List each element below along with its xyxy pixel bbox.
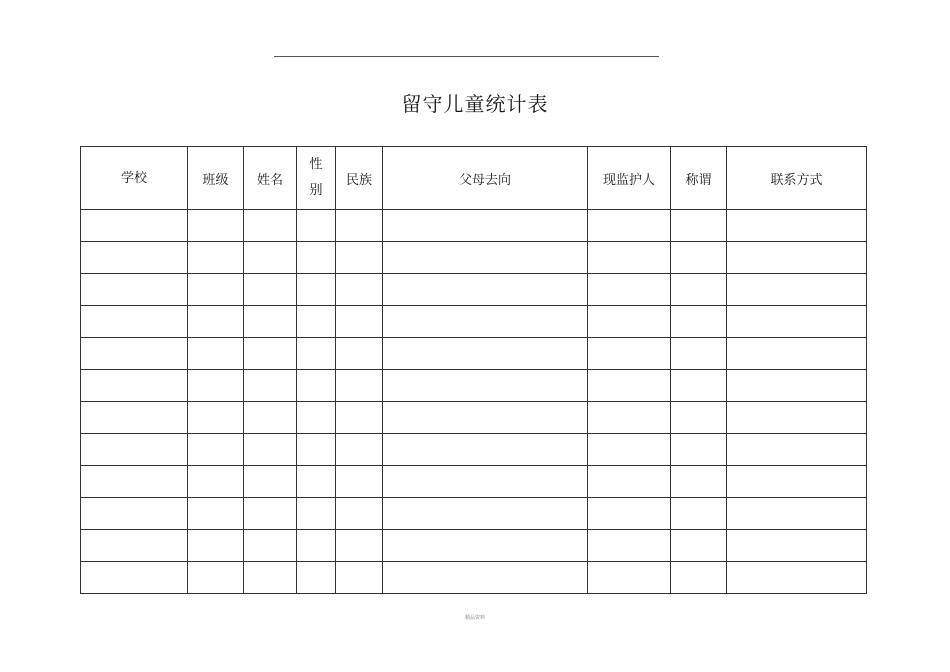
table-cell (671, 402, 727, 434)
table-cell (81, 274, 188, 306)
table-cell (671, 242, 727, 274)
table-cell (188, 274, 244, 306)
table-cell (81, 530, 188, 562)
table-cell (244, 306, 297, 338)
header-name: 姓名 (244, 147, 297, 210)
table-cell (244, 370, 297, 402)
table-cell (244, 402, 297, 434)
table-cell (727, 434, 867, 466)
table-body (81, 210, 867, 594)
table-row (81, 466, 867, 498)
table-cell (81, 562, 188, 594)
table-cell (588, 434, 671, 466)
table-cell (671, 274, 727, 306)
table-cell (297, 338, 336, 370)
table-cell (244, 242, 297, 274)
table-cell (383, 562, 588, 594)
table-cell (336, 466, 383, 498)
table-cell (244, 274, 297, 306)
table-cell (297, 434, 336, 466)
table-cell (81, 434, 188, 466)
table-cell (383, 434, 588, 466)
table-cell (188, 338, 244, 370)
table-cell (244, 338, 297, 370)
table-cell (727, 210, 867, 242)
page-title: 留守儿童统计表 (401, 92, 549, 116)
table-cell (383, 210, 588, 242)
table-cell (588, 402, 671, 434)
table-cell (297, 402, 336, 434)
table-cell (588, 530, 671, 562)
table-cell (81, 338, 188, 370)
table-cell (671, 466, 727, 498)
table-cell (81, 402, 188, 434)
table-cell (727, 402, 867, 434)
table-row (81, 210, 867, 242)
table-cell (588, 338, 671, 370)
table-cell (188, 306, 244, 338)
table-cell (588, 274, 671, 306)
header-parents-whereabouts: 父母去向 (383, 147, 588, 210)
page-footer: 精品资料 (464, 615, 485, 621)
table-cell (81, 498, 188, 530)
table-cell (383, 338, 588, 370)
table-cell (671, 306, 727, 338)
table-cell (671, 562, 727, 594)
table-cell (297, 466, 336, 498)
table-cell (383, 274, 588, 306)
table-cell (244, 498, 297, 530)
header-row (81, 147, 867, 210)
table-row (81, 562, 867, 594)
table-cell (188, 402, 244, 434)
table-cell (297, 562, 336, 594)
table-cell (188, 434, 244, 466)
table-cell (727, 338, 867, 370)
table-cell (671, 210, 727, 242)
top-rule (274, 56, 659, 57)
header-relation: 称谓 (671, 147, 727, 210)
table-cell (336, 370, 383, 402)
table-cell (81, 466, 188, 498)
header-sex-line1: 性 (309, 157, 323, 172)
table-cell (244, 562, 297, 594)
header-current-guardian: 现监护人 (588, 147, 671, 210)
table-cell (671, 370, 727, 402)
table-cell (81, 210, 188, 242)
table-cell (588, 370, 671, 402)
table-cell (336, 210, 383, 242)
table-cell (188, 498, 244, 530)
table-cell (297, 306, 336, 338)
table-cell (297, 530, 336, 562)
table-cell (727, 466, 867, 498)
table-cell (383, 402, 588, 434)
header-sex-line2: 别 (309, 183, 323, 198)
table-cell (383, 466, 588, 498)
table-cell (336, 562, 383, 594)
table-cell (336, 498, 383, 530)
table-cell (727, 242, 867, 274)
table-cell (336, 306, 383, 338)
table-cell (383, 498, 588, 530)
table-cell (297, 242, 336, 274)
header-sex (297, 147, 336, 210)
table-cell (727, 274, 867, 306)
table-cell (588, 466, 671, 498)
table-cell (336, 338, 383, 370)
table-cell (588, 210, 671, 242)
table-row (81, 274, 867, 306)
table-cell (588, 242, 671, 274)
table-cell (297, 370, 336, 402)
table-cell (81, 370, 188, 402)
table-cell (297, 498, 336, 530)
table-cell (336, 402, 383, 434)
table-cell (188, 242, 244, 274)
table-cell (588, 306, 671, 338)
table-row (81, 402, 867, 434)
table-cell (188, 466, 244, 498)
table-cell (81, 242, 188, 274)
table-cell (671, 338, 727, 370)
table-cell (188, 562, 244, 594)
table-cell (297, 210, 336, 242)
table-row (81, 370, 867, 402)
header-school: 学校 (81, 147, 188, 210)
table-row (81, 306, 867, 338)
table-row (81, 530, 867, 562)
table-cell (588, 498, 671, 530)
statistics-table (80, 146, 867, 594)
table-cell (297, 274, 336, 306)
header-contact: 联系方式 (727, 147, 867, 210)
table-cell (727, 370, 867, 402)
table-cell (336, 434, 383, 466)
table-row (81, 498, 867, 530)
table-cell (671, 498, 727, 530)
table-row (81, 242, 867, 274)
table-cell (671, 530, 727, 562)
table-cell (188, 370, 244, 402)
table-cell (81, 306, 188, 338)
table-cell (244, 466, 297, 498)
table-cell (383, 530, 588, 562)
table-cell (244, 210, 297, 242)
table-cell (383, 370, 588, 402)
header-class: 班级 (188, 147, 244, 210)
table-cell (188, 530, 244, 562)
table-cell (727, 306, 867, 338)
table-cell (336, 242, 383, 274)
table-row (81, 338, 867, 370)
table-cell (383, 306, 588, 338)
table-cell (244, 434, 297, 466)
table-cell (336, 530, 383, 562)
table-cell (727, 562, 867, 594)
table-cell (383, 242, 588, 274)
table-cell (336, 274, 383, 306)
table-cell (188, 210, 244, 242)
table-row (81, 434, 867, 466)
table-cell (727, 498, 867, 530)
table-cell (244, 530, 297, 562)
header-ethnicity: 民族 (336, 147, 383, 210)
table-cell (588, 562, 671, 594)
table-cell (671, 434, 727, 466)
table-cell (727, 530, 867, 562)
